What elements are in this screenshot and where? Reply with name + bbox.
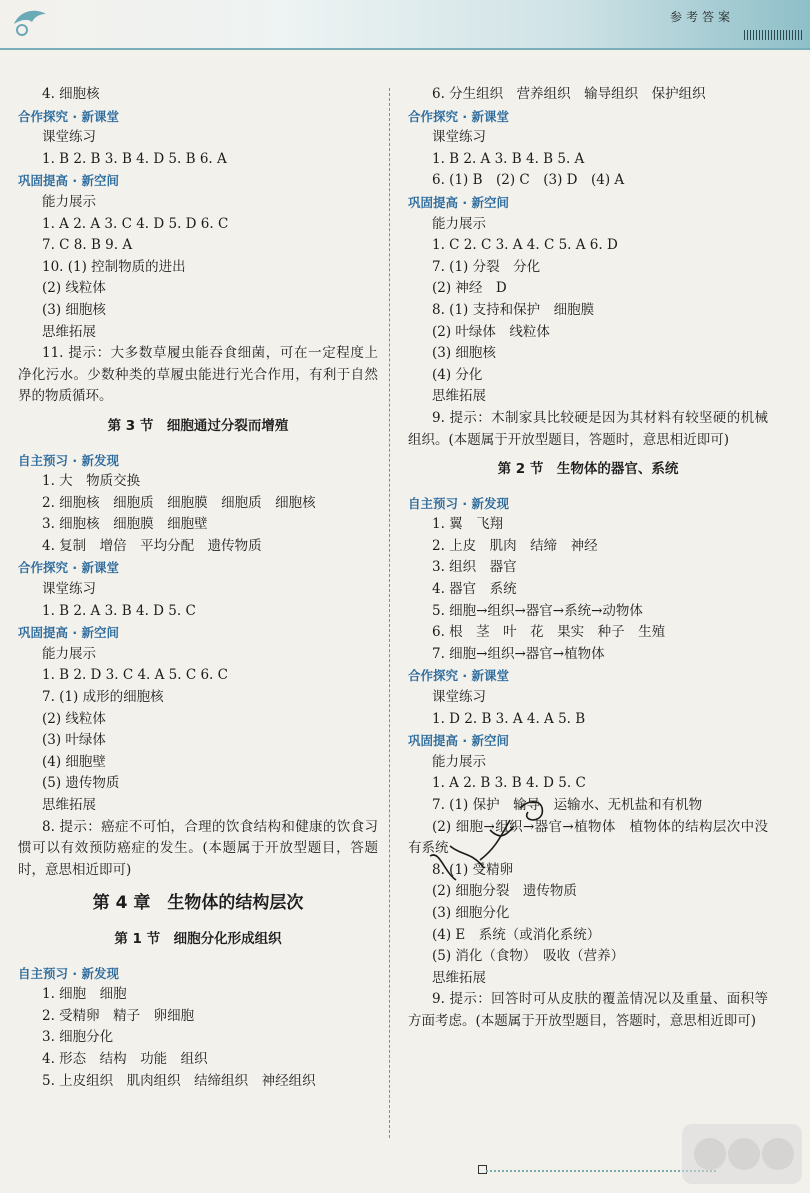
- answer-line: 2. 受精卵 精子 卵细胞: [42, 1007, 195, 1024]
- answer-line: 思维拓展: [432, 388, 486, 405]
- page-header-band: [0, 0, 810, 50]
- answer-line: (3) 细胞分化: [432, 904, 510, 921]
- answer-line: (3) 细胞核: [432, 345, 496, 362]
- answer-line: (2) 叶绿体 线粒体: [432, 323, 550, 340]
- answer-line: 7. (1) 成形的细胞核: [42, 689, 164, 706]
- section-title: 第 1 节 细胞分化形成组织: [114, 930, 282, 947]
- answer-line: 课堂练习: [432, 689, 486, 706]
- answer-line: 6. 分生组织 营养组织 输导组织 保护组织: [432, 86, 706, 102]
- answer-paragraph: 11. 提示：大多数草履虫能吞食细菌，可在一定程度上净化污水。少数种类的草履虫能进行光合作用，有利于自然界的物质循环。: [18, 345, 378, 405]
- answer-line: 3. 细胞核 细胞膜 细胞壁: [42, 516, 208, 533]
- answer-line: (2) 神经 D: [432, 280, 507, 297]
- answer-line: (4) 细胞壁: [42, 753, 106, 770]
- site-watermark: [680, 1118, 804, 1190]
- answer-line: 1. 翼 飞翔: [432, 516, 504, 533]
- chapter-title: 第 4 章 生物体的结构层次: [92, 893, 304, 914]
- section-heading: 自主预习 · 新发现: [18, 965, 119, 981]
- answer-line: 1. B 2. A 3. B 4. D 5. C: [42, 602, 196, 619]
- answer-line: (3) 叶绿体: [42, 732, 106, 749]
- answer-line: 7. C 8. B 9. A: [42, 237, 133, 254]
- answer-line: 8. (1) 受精卵: [432, 861, 514, 878]
- answer-line: 8. (1) 支持和保护 细胞膜: [432, 301, 595, 318]
- answer-line: 6. 根 茎 叶 花 果实 种子 生殖: [432, 624, 666, 641]
- section-heading: 巩固提高 · 新空间: [18, 625, 119, 641]
- answer-line: 4. 形态 结构 功能 组织: [42, 1050, 208, 1067]
- header-title: 参考答案: [669, 10, 734, 24]
- section-title: 第 3 节 细胞通过分裂而增殖: [107, 417, 289, 434]
- section-heading: 巩固提高 · 新空间: [408, 733, 509, 749]
- answer-line: 5. 上皮组织 肌肉组织 结缔组织 神经组织: [42, 1072, 316, 1089]
- answer-line: 1. B 2. A 3. B 4. B 5. A: [432, 150, 585, 167]
- right-column: [408, 84, 768, 1033]
- answer-line: 1. B 2. B 3. B 4. D 5. B 6. A: [42, 150, 227, 167]
- answer-line: 思维拓展: [42, 323, 96, 340]
- answer-line: 1. 大 物质交换: [42, 473, 141, 490]
- answer-line: (2) 线粒体: [42, 710, 106, 727]
- answer-line: 课堂练习: [42, 129, 96, 146]
- section-heading: 合作探究 · 新课堂: [18, 108, 119, 124]
- answer-paragraph: 8. 提示：癌症不可怕，合理的饮食结构和健康的饮食习惯可以有效预防癌症的发生。(本题属于开放型题目，答题时，意思相近即可): [18, 818, 378, 878]
- answer-line: 4. 复制 增倍 平均分配 遗传物质: [42, 537, 262, 554]
- answer-line: 7. (1) 分裂 分化: [432, 258, 541, 275]
- answer-line: 课堂练习: [432, 129, 486, 146]
- section-heading: 合作探究 · 新课堂: [18, 560, 119, 576]
- left-column: [18, 84, 378, 1092]
- answer-line: 4. 细胞核: [42, 86, 100, 102]
- answer-line: 1. C 2. C 3. A 4. C 5. A 6. D: [432, 237, 618, 254]
- answer-line: 10. (1) 控制物质的进出: [42, 258, 186, 275]
- answer-line: 能力展示: [432, 215, 486, 232]
- answer-line: 2. 上皮 肌肉 结缔 神经: [432, 537, 598, 554]
- answer-line: (5) 遗传物质: [42, 775, 120, 792]
- section-heading: 巩固提高 · 新空间: [408, 194, 509, 210]
- answer-line: 1. A 2. A 3. C 4. D 5. D 6. C: [42, 215, 229, 232]
- answer-paragraph: 9. 提示：木制家具比较硬是因为其材料有较坚硬的机械组织。(本题属于开放型题目，答题时，意思相近即可): [408, 409, 768, 448]
- answer-line: 能力展示: [42, 193, 96, 210]
- section-heading: 巩固提高 · 新空间: [18, 173, 119, 189]
- answer-line: 4. 器官 系统: [432, 581, 517, 598]
- column-divider: [389, 88, 390, 1138]
- answer-line: 7. (1) 保护 输导 运输水、无机盐和有机物: [432, 797, 703, 813]
- answer-paragraph: (2) 细胞→组织→器官→植物体 植物体的结构层次中没有系统: [408, 818, 768, 857]
- answer-line: 1. D 2. B 3. A 4. A 5. B: [432, 710, 586, 727]
- answer-line: (4) E 系统（或消化系统）: [432, 926, 601, 943]
- answer-line: 5. 细胞→组织→器官→系统→动物体: [432, 602, 643, 619]
- answer-line: 6. (1) B (2) C (3) D (4) A: [432, 172, 625, 189]
- section-heading: 合作探究 · 新课堂: [408, 108, 509, 124]
- answer-line: 1. A 2. B 3. B 4. D 5. C: [432, 775, 586, 792]
- section-heading: 自主预习 · 新发现: [18, 452, 119, 468]
- answer-line: 课堂练习: [42, 581, 96, 598]
- answer-line: 3. 组织 器官: [432, 559, 517, 576]
- answer-line: 1. B 2. D 3. C 4. A 5. C 6. C: [42, 667, 228, 684]
- answer-line: 能力展示: [432, 753, 486, 770]
- answer-line: 3. 细胞分化: [42, 1029, 114, 1046]
- answer-line: 思维拓展: [432, 969, 486, 986]
- answer-line: 1. 细胞 细胞: [42, 986, 127, 1003]
- section-heading: 自主预习 · 新发现: [408, 495, 509, 511]
- bird-logo-icon: [10, 4, 50, 38]
- answer-line: 能力展示: [42, 645, 96, 662]
- section-heading: 合作探究 · 新课堂: [408, 668, 509, 684]
- answer-line: 思维拓展: [42, 797, 96, 813]
- answer-paragraph: 9. 提示：回答时可从皮肤的覆盖情况以及重量、面积等方面考虑。(本题属于开放型题目，答题时，意思相近即可): [408, 991, 768, 1029]
- handwriting-scribble: [410, 790, 590, 890]
- answer-line: 2. 细胞核 细胞质 细胞膜 细胞质 细胞核: [42, 494, 316, 511]
- answer-line: 7. 细胞→组织→器官→植物体: [432, 645, 605, 662]
- answer-line: (2) 细胞分裂 遗传物质: [432, 883, 577, 900]
- answer-line: (2) 线粒体: [42, 280, 106, 297]
- answer-line: (5) 消化（食物） 吸收（营养）: [432, 948, 625, 965]
- answer-line: (3) 细胞核: [42, 301, 106, 318]
- header-stripe-decoration: [744, 30, 804, 40]
- answer-line: (4) 分化: [432, 366, 483, 383]
- section-title: 第 2 节 生物体的器官、系统: [497, 461, 679, 478]
